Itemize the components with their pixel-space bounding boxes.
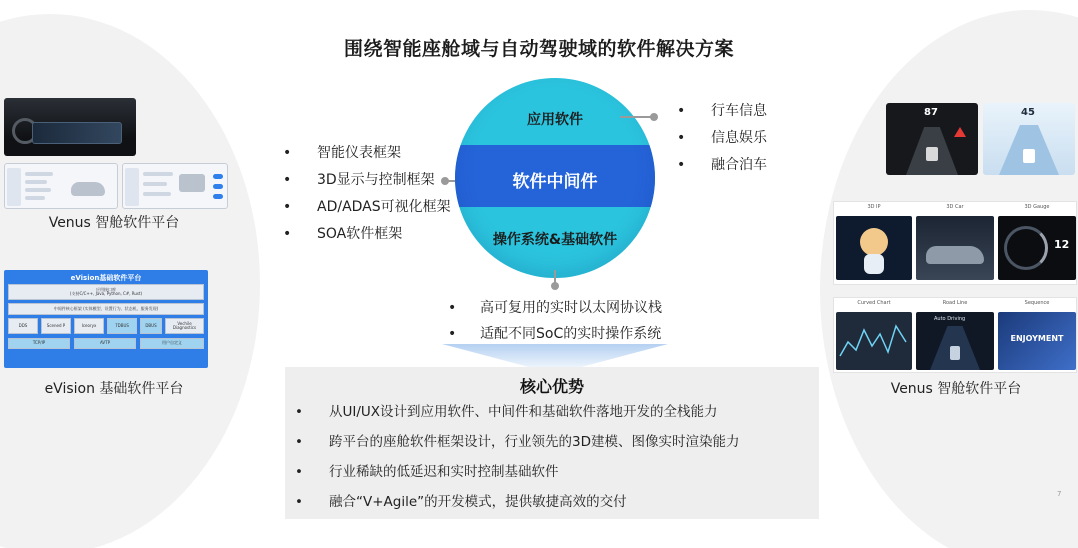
curved-chart-tile bbox=[836, 312, 912, 370]
list-item: • 融合“V+Agile”的开发模式，提供敏捷高效的交付 bbox=[293, 492, 739, 522]
venus-screen-b bbox=[122, 163, 228, 209]
evision-module: 7DBUS bbox=[107, 318, 137, 334]
tile-label: 3D IP bbox=[867, 204, 881, 210]
venus-screen-a bbox=[4, 163, 118, 209]
list-item: • 适配不同SoC的实时操作系统 bbox=[448, 324, 662, 350]
list-item: • 3D显示与控制框架 bbox=[283, 170, 451, 197]
screen-row bbox=[143, 192, 171, 196]
app-feature-list bbox=[677, 101, 767, 182]
evision-architecture-diagram bbox=[4, 270, 208, 368]
evision-diagram-title: eVision基础软件平台 bbox=[70, 274, 142, 282]
sequence-tile bbox=[998, 312, 1076, 370]
venus-caption-left: Venus 智舱软件平台 bbox=[48, 215, 180, 231]
evision-app-layer: 应用接口库 (支持C/C++, Java, Python, C#, Rust) bbox=[8, 284, 204, 300]
list-item: • 行车信息 bbox=[677, 101, 767, 128]
core-advantages-panel bbox=[285, 367, 819, 519]
core-advantages-list bbox=[293, 402, 739, 522]
evision-transport: AVTP bbox=[74, 338, 136, 349]
cockpit-photo bbox=[4, 98, 136, 156]
evision-caption: eVision 基础软件平台 bbox=[44, 381, 184, 397]
tile-label: 3D Car bbox=[946, 204, 964, 210]
funnel-arrow bbox=[442, 344, 668, 368]
list-item: • 融合泊车 bbox=[677, 155, 767, 182]
list-item: • 智能仪表框架 bbox=[283, 143, 451, 170]
car-body-shape bbox=[926, 246, 984, 264]
mascot-body-shape bbox=[864, 254, 884, 274]
road-line-tile bbox=[916, 312, 994, 370]
middleware-feature-list bbox=[283, 143, 451, 251]
warning-icon bbox=[954, 127, 966, 137]
car-render-shape bbox=[179, 174, 205, 192]
toggle-icon bbox=[213, 194, 223, 199]
instrument-cluster-dark bbox=[886, 103, 978, 175]
evision-middleware-layer: 中间件核心框架 (实体模型、设置行为、状态机、服务发现) bbox=[8, 303, 204, 315]
3d-ip-tile bbox=[836, 216, 912, 280]
toggle-icon bbox=[213, 174, 223, 179]
evision-module: Vechile Diagnostics bbox=[165, 318, 204, 334]
car-icon bbox=[1023, 149, 1035, 163]
sequence-text: ENJOYMENT bbox=[1010, 334, 1064, 343]
page-number: 7 bbox=[1057, 490, 1062, 498]
tile-label: Road Line bbox=[942, 300, 968, 306]
gauge-readout: 12 bbox=[1054, 238, 1070, 251]
3d-demo-gallery bbox=[833, 201, 1077, 285]
sphere-shading bbox=[455, 78, 655, 278]
tile-label: Sequence bbox=[1024, 300, 1050, 306]
tile-label: 3D Gauge bbox=[1024, 204, 1050, 210]
auto-driving-label: Auto Driving bbox=[934, 316, 966, 322]
screen-row bbox=[25, 172, 53, 176]
screen-row bbox=[25, 188, 51, 192]
evision-module: Scened P bbox=[41, 318, 71, 334]
software-stack-sphere bbox=[455, 78, 655, 278]
gauge-dial-shape bbox=[1004, 226, 1048, 270]
connector-dot bbox=[650, 113, 658, 121]
speed-readout: 87 bbox=[924, 107, 938, 118]
speed-readout: 45 bbox=[1021, 107, 1035, 118]
3d-car-tile bbox=[916, 216, 994, 280]
list-item: • 跨平台的座舱软件框架设计，行业领先的3D建模、图像实时渲染能力 bbox=[293, 432, 739, 462]
screen-row bbox=[25, 196, 45, 200]
toggle-icon bbox=[213, 184, 223, 189]
dashboard-display-shape bbox=[32, 122, 122, 144]
list-item: • 信息娱乐 bbox=[677, 128, 767, 155]
screen-row bbox=[143, 172, 173, 176]
middleware-label: 软件中间件 bbox=[512, 172, 598, 192]
2d-demo-gallery bbox=[833, 297, 1077, 373]
list-item: • AD/ADAS可视化框架 bbox=[283, 197, 451, 224]
3d-gauge-tile bbox=[998, 216, 1076, 280]
list-item: • 从UI/UX设计到应用软件、中间件和基础软件落地开发的全栈能力 bbox=[293, 402, 739, 432]
connector-dot bbox=[441, 177, 449, 185]
list-item: • 高可复用的实时以太网协议栈 bbox=[448, 298, 662, 324]
tile-label: Curved Chart bbox=[857, 300, 891, 306]
instrument-cluster-light bbox=[983, 103, 1075, 175]
car-render-shape bbox=[71, 182, 105, 196]
screen-sidebar bbox=[125, 168, 139, 206]
core-advantages-title: 核心优势 bbox=[519, 377, 584, 396]
app-software-label: 应用软件 bbox=[527, 112, 583, 128]
evision-transport: TCP/IP bbox=[8, 338, 70, 349]
evision-module: Iceoryx bbox=[74, 318, 104, 334]
connector-line bbox=[620, 116, 654, 118]
car-icon bbox=[926, 147, 938, 161]
screen-row bbox=[25, 180, 47, 184]
slide-title: 围绕智能座舱域与自动驾驶域的软件解决方案 bbox=[343, 38, 734, 60]
os-base-software-label: 操作系统&基础软件 bbox=[492, 232, 618, 248]
evision-module: DDS bbox=[8, 318, 38, 334]
evision-transport: 用户自定义 bbox=[140, 338, 204, 349]
list-item: • SOA软件框架 bbox=[283, 224, 451, 251]
evision-module: DBUS bbox=[140, 318, 162, 334]
connector-dot bbox=[551, 282, 559, 290]
screen-sidebar bbox=[7, 168, 21, 206]
venus-caption-right: Venus 智舱软件平台 bbox=[890, 381, 1022, 397]
base-software-feature-list bbox=[448, 298, 662, 350]
car-icon bbox=[950, 346, 960, 360]
mascot-head-shape bbox=[860, 228, 888, 256]
screen-row bbox=[143, 182, 167, 186]
curved-chart-graphic bbox=[836, 312, 912, 370]
list-item: • 行业稀缺的低延迟和实时控制基础软件 bbox=[293, 462, 739, 492]
